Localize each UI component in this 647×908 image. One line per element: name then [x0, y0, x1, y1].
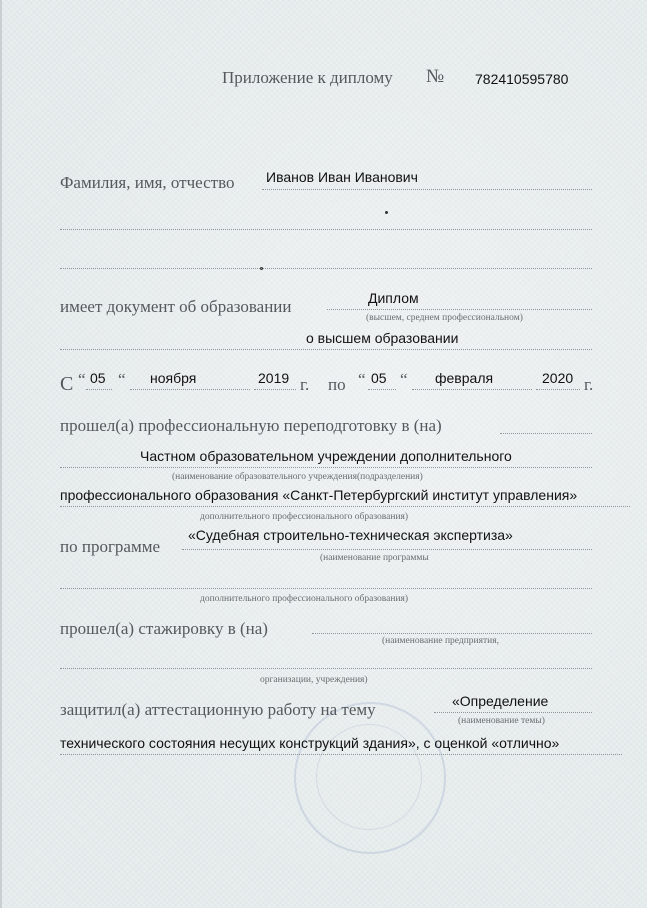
thesis-line	[434, 712, 592, 713]
period-to-prefix: по	[328, 375, 346, 394]
retraining-institution-line1-rule	[60, 467, 592, 468]
diploma-number: 782410595780	[475, 71, 569, 87]
period-to-year-line	[536, 389, 580, 390]
education-doc-type: Диплом	[368, 290, 419, 306]
internship-hint1: (наименование предприятия,	[382, 636, 499, 646]
fio-label: Фамилия, имя, отчество	[60, 173, 235, 192]
retraining-hint2: дополнительного профессионального образования)	[200, 512, 409, 522]
program-label: по программе	[60, 537, 161, 556]
retraining-hint1: (наименование образовательного учреждения(подразделения)	[172, 472, 423, 482]
program-hint2: дополнительного профессионального образования)	[200, 594, 409, 604]
period-from-prefix: С	[60, 373, 74, 395]
period-quote-close: “	[118, 370, 126, 389]
internship-hint2: организации, учреждения)	[260, 675, 368, 685]
period-from-year-line	[254, 389, 296, 390]
fio-line-3	[60, 268, 592, 269]
period-to-quote-close: “	[400, 370, 408, 389]
header-title: Приложение к диплому	[222, 68, 393, 87]
thesis-hint: (наименование темы)	[458, 716, 545, 726]
program-value: «Судебная строительно-техническая экспертиза»	[188, 527, 513, 543]
period-to-year: 2020	[542, 370, 574, 386]
internship-line	[312, 633, 592, 634]
period-quote-open: “	[78, 370, 86, 389]
period-to-year-suffix: г.	[584, 375, 594, 394]
period-from-year-suffix: г.	[300, 375, 310, 394]
retraining-institution-line2: профессионального образования «Санкт-Петербургский институт управления»	[60, 487, 578, 503]
program-hint: (наименование программы	[320, 553, 429, 563]
program-line-2	[60, 588, 592, 589]
period-from-day: 05	[90, 370, 106, 386]
education-line	[327, 309, 592, 310]
retraining-label: прошел(а) профессиональную переподготовку в (на)	[60, 416, 442, 435]
period-from-month-line	[130, 389, 250, 390]
retraining-institution-line2-rule	[60, 506, 630, 507]
thesis-line-2	[60, 754, 622, 755]
thesis-value-line2: технического состояния несущих конструкций здания», с оценкой «отлично»	[60, 735, 560, 751]
thesis-value-line1: «Определение	[452, 693, 549, 709]
education-level: о высшем образовании	[306, 330, 459, 346]
period-to-month-line	[412, 389, 532, 390]
period-to-day: 05	[371, 370, 387, 386]
period-to-day-line	[368, 389, 396, 390]
fio-line	[262, 189, 592, 190]
thesis-label: защитил(а) аттестационную работу на тему	[60, 700, 376, 719]
program-line	[182, 549, 592, 550]
education-level-line	[60, 349, 592, 350]
number-sign: №	[426, 66, 445, 87]
retraining-label-line	[500, 433, 592, 434]
internship-line-2	[60, 668, 592, 669]
internship-label: прошел(а) стажировку в (на)	[60, 619, 268, 638]
education-hint: (высшем, среднем профессиональном)	[366, 313, 523, 323]
period-to-quote-open: “	[358, 370, 366, 389]
period-from-year: 2019	[258, 370, 290, 386]
fio-line-2	[60, 229, 592, 230]
period-from-day-line	[86, 389, 112, 390]
fio-value: Иванов Иван Иванович	[266, 169, 418, 185]
period-from-month: ноября	[150, 370, 197, 386]
retraining-institution-line1: Частном образовательном учреждении дополнительного	[140, 448, 512, 464]
ink-dot	[385, 211, 388, 214]
education-label: имеет документ об образовании	[60, 297, 292, 316]
period-to-month: февраля	[435, 370, 494, 386]
